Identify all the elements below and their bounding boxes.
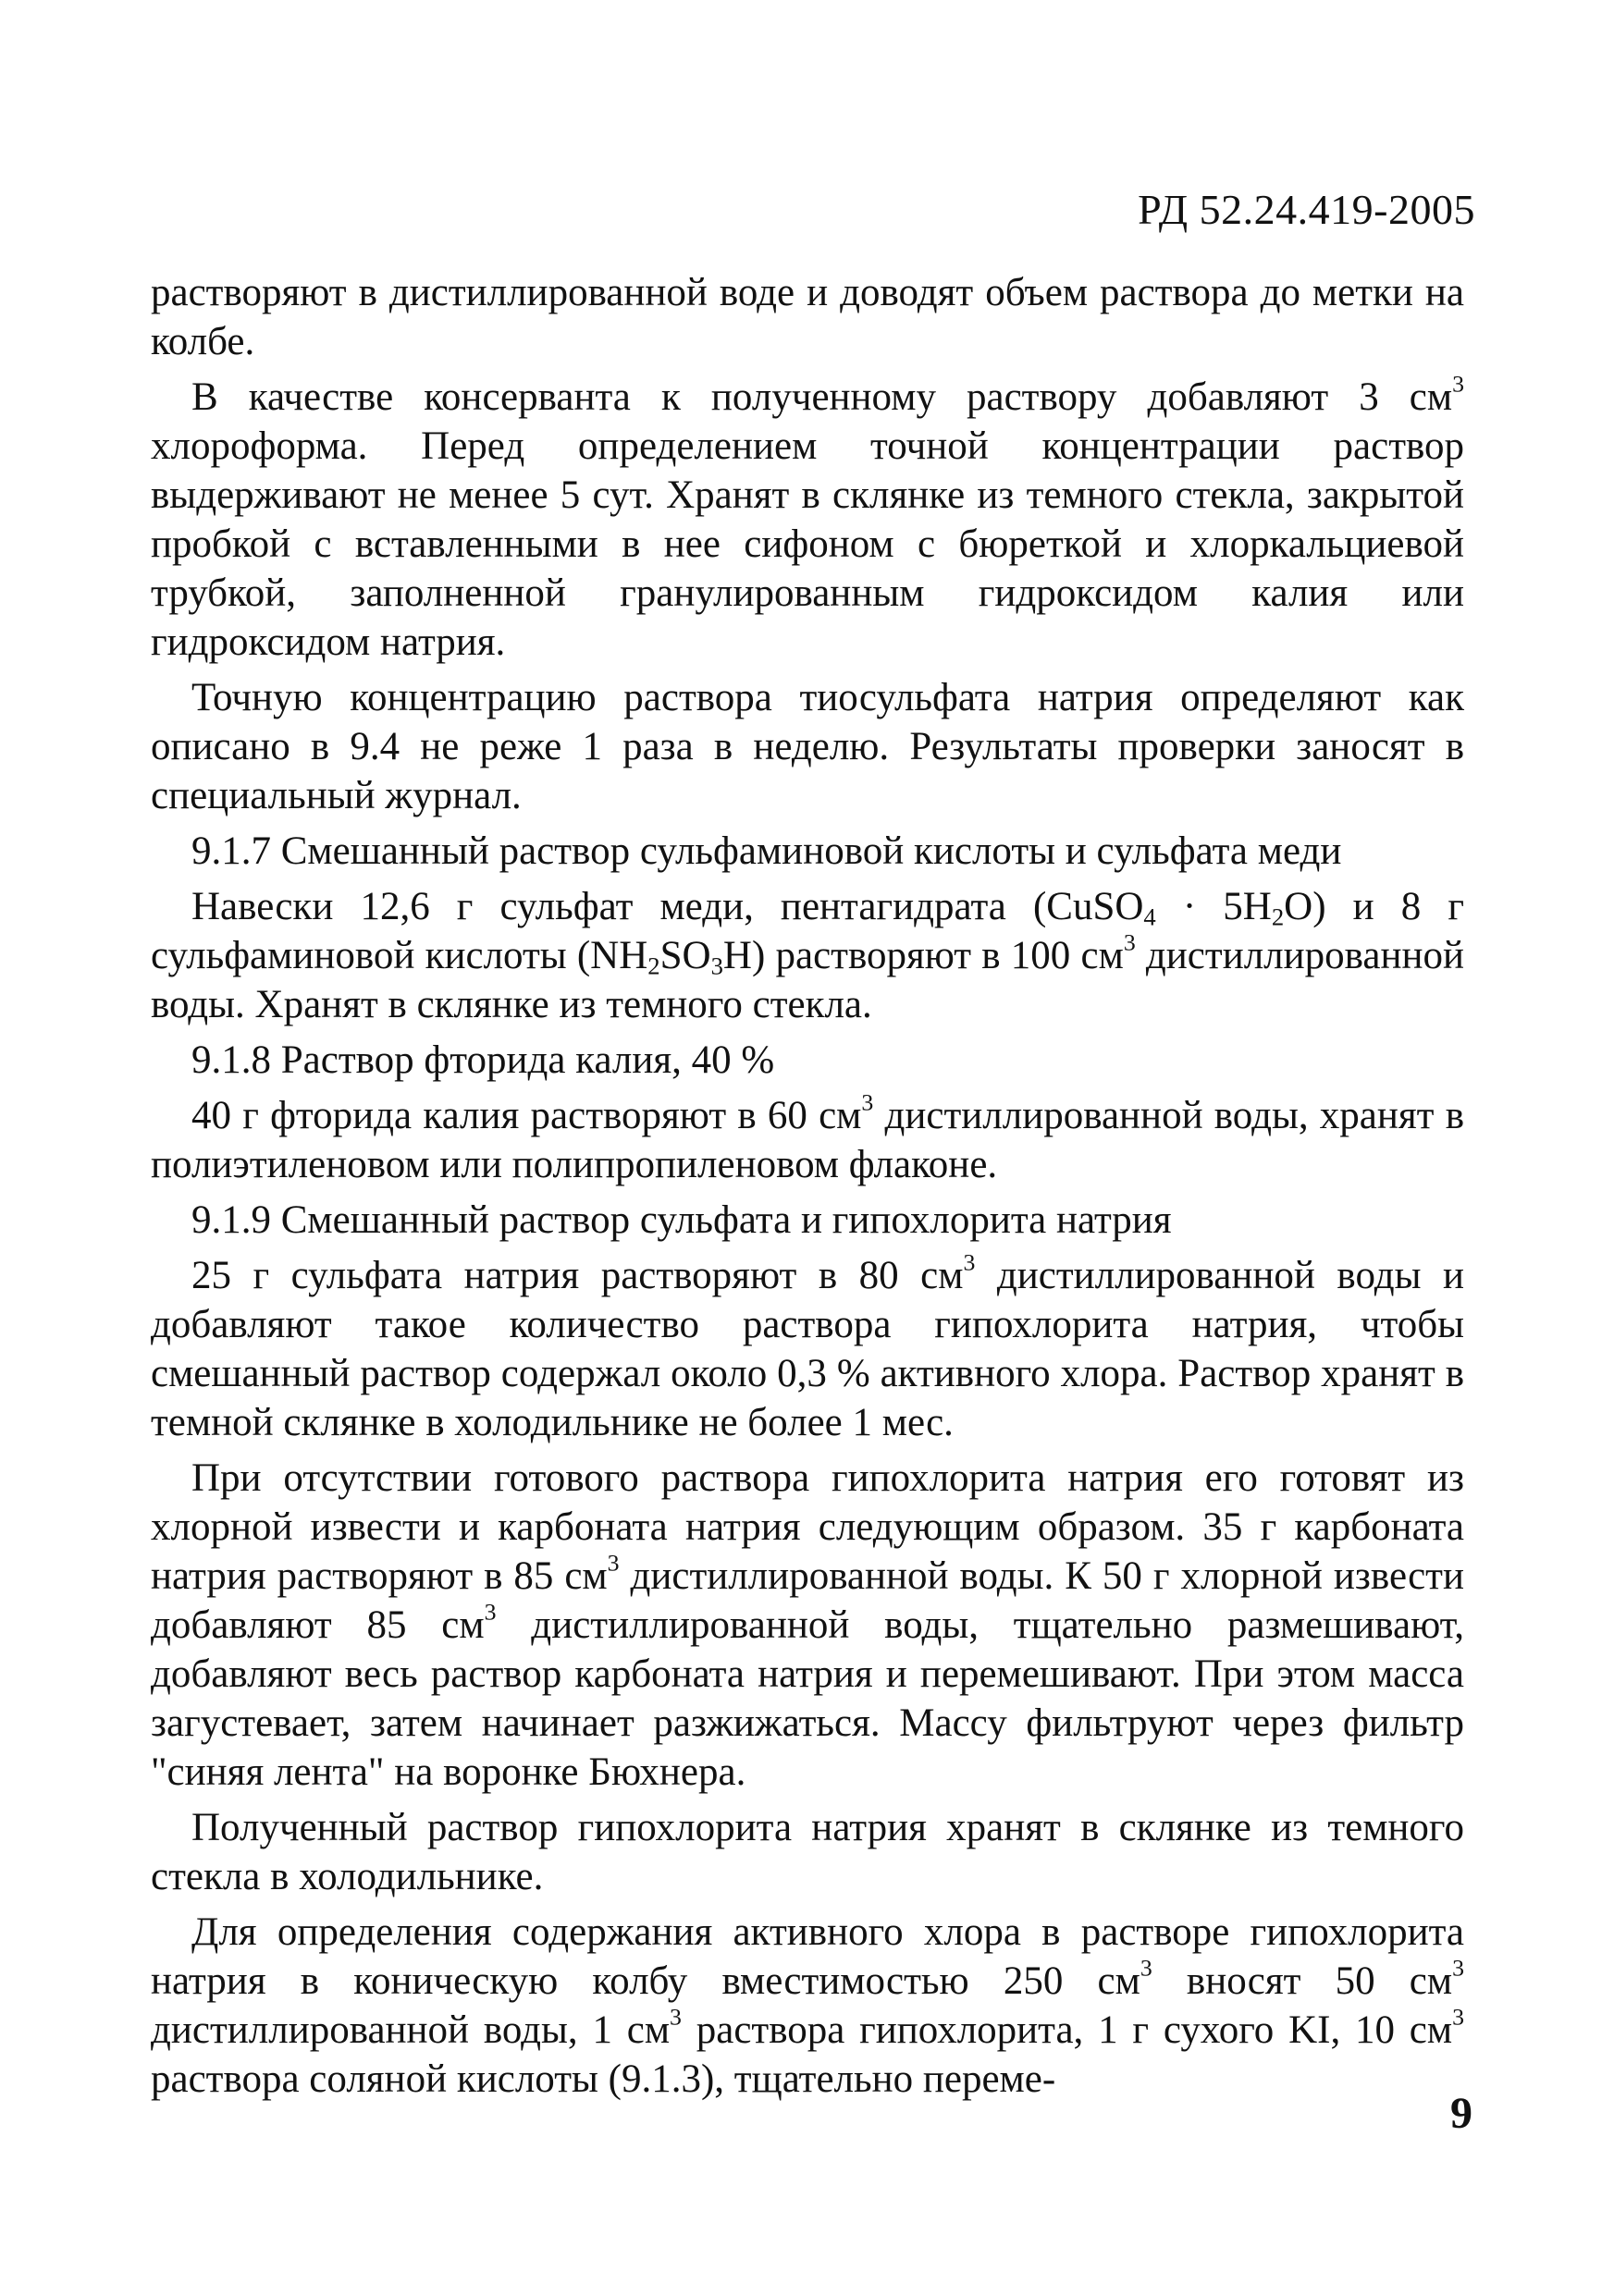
paragraph-10 (151, 1454, 1464, 1797)
section-heading-9-1-7 (151, 827, 1464, 876)
paragraph-11 (151, 1803, 1464, 1901)
text-run: раствора соляной кислоты (9.1.3), тщательно переме- (151, 2057, 1056, 2101)
text-run: раствора гипохлорита, 1 г сухого KI, 10 см (681, 2008, 1453, 2052)
text-run: дистиллированной воды. К 50 г хлорной извести добавляют 85 см (151, 1554, 1464, 1647)
text-run: дистиллированной воды, тщательно размешивают, добавляют весь раствор карбоната натрия и перемешивают. При этом масса загустевает, затем начинает разжижаться. Массу фильтруют через фильтр "синяя лента" на воронке Бюхнера. (151, 1603, 1464, 1794)
text-run: хлороформа. Перед определением точной концентрации раствор выдерживают не менее 5 сут. Хранят в склянке из темного стекла, закрытой пробкой с вставленными в нее сифоном с бюреткой и хлоркальциевой трубкой, заполненной гранулированным гидроксидом калия или гидроксидом натрия. (151, 424, 1464, 664)
page-number: 9 (1450, 2089, 1472, 2138)
superscript: 3 (963, 1248, 976, 1276)
paragraph-9 (151, 1248, 1464, 1447)
document-code-header: РД 52.24.419-2005 (1138, 186, 1475, 233)
section-heading-9-1-9 (151, 1196, 1464, 1245)
text-run: Для определения содержания активного хлора в растворе гипохлорита натрия в коническую колбу вместимостью 250 см (151, 1910, 1464, 2003)
superscript: 3 (1452, 370, 1464, 398)
text-run: 25 г сульфата натрия растворяют в 80 см (191, 1254, 964, 1297)
text-run: SO (659, 934, 711, 977)
text-run: Полученный раствор гипохлорита натрия хранят в склянке из темного стекла в холодильнике. (151, 1806, 1464, 1898)
superscript: 3 (1140, 1954, 1152, 1982)
text-run: · 5H (1155, 885, 1272, 928)
superscript: 3 (670, 2003, 682, 2031)
paragraph-3 (151, 673, 1464, 820)
text-run: O) и 8 г сульфаминовой кислоты (NH (151, 885, 1465, 977)
superscript: 3 (1452, 1954, 1464, 1982)
text-run: дистиллированной воды. Хранят в склянке из темного стекла. (151, 934, 1464, 1026)
section-heading-9-1-8 (151, 1036, 1464, 1085)
text-run: дистиллированной воды, 1 см (151, 2008, 671, 2052)
superscript: 3 (1123, 928, 1136, 956)
superscript: 3 (1452, 2003, 1464, 2031)
subscript: 3 (710, 952, 723, 980)
text-run: При отсутствии готового раствора гипохлорита натрия его готовят из хлорной извести и карбоната натрия следующим образом. 35 г карбоната натрия растворяют в 85 см (151, 1456, 1464, 1598)
paragraph-2 (151, 370, 1464, 667)
paragraph-1 (151, 268, 1464, 366)
text-run: 9.1.8 Раствор фторида калия, 40 % (191, 1038, 775, 1082)
text-run: H) растворяют в 100 см (722, 934, 1124, 977)
text-run: Навески 12,6 г сульфат меди, пентагидрата (CuSO (191, 885, 1144, 928)
paragraph-12 (151, 1908, 1464, 2104)
text-run: растворяют в дистиллированной воде и доводят объем раствора до метки на колбе. (151, 271, 1464, 363)
text-run: вносят 50 см (1152, 1959, 1453, 2003)
subscript: 2 (1271, 902, 1285, 931)
document-body (151, 268, 1464, 2104)
text-run: дистиллированной воды и добавляют такое количество раствора гипохлорита натрия, чтобы смешанный раствор содержал около 0,3 % активного хлора. Раствор хранят в темной склянке в холодильнике не более 1 мес. (151, 1254, 1464, 1444)
text-run: 9.1.7 Смешанный раствор сульфаминовой кислоты и сульфата меди (191, 829, 1342, 873)
superscript: 3 (607, 1549, 620, 1577)
text-run: 9.1.9 Смешанный раствор сульфата и гипохлорита натрия (191, 1198, 1172, 1242)
subscript: 2 (647, 952, 660, 980)
subscript: 4 (1143, 902, 1156, 931)
text-run: 40 г фторида калия растворяют в 60 см (191, 1094, 862, 1137)
paragraph-7 (151, 1088, 1464, 1189)
text-run: В качестве консерванта к полученному раствору добавляют 3 см (191, 375, 1453, 419)
superscript: 3 (861, 1088, 874, 1116)
text-run: Точную концентрацию раствора тиосульфата натрия определяют как описано в 9.4 не реже 1 раза в неделю. Результаты проверки заносят в специальный журнал. (151, 676, 1464, 817)
text-run: дистиллированной воды, хранят в полиэтиленовом или полипропиленовом флаконе. (151, 1094, 1464, 1186)
superscript: 3 (484, 1598, 497, 1626)
paragraph-5 (151, 882, 1464, 1029)
